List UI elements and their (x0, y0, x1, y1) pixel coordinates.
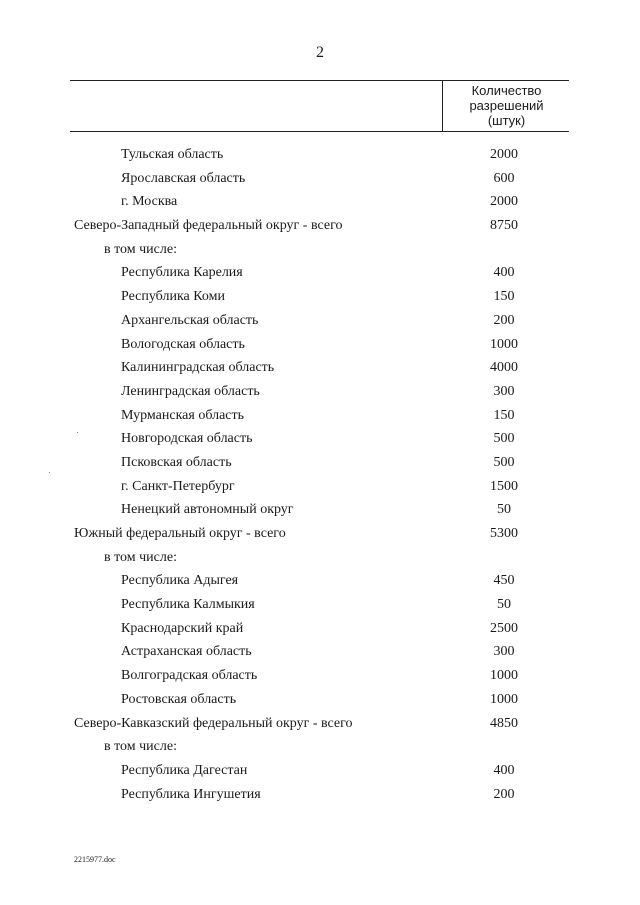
row-quantity: 200 (493, 786, 515, 802)
row-quantity: 4000 (490, 360, 518, 376)
row-name: Краснодарский край (121, 620, 244, 636)
row-quantity: 2000 (490, 147, 518, 162)
district-total-row (0, 522, 640, 546)
row-quantity: 500 (493, 454, 515, 470)
row-quantity: 50 (497, 502, 511, 518)
region-row (0, 380, 640, 404)
region-row (0, 309, 640, 333)
column-divider (442, 80, 443, 131)
row-name: Калининградская область (121, 360, 275, 376)
region-row (0, 664, 640, 688)
column-header-line: разрешений (469, 98, 544, 113)
row-quantity: 400 (493, 762, 515, 778)
region-row (0, 285, 640, 309)
region-row (0, 759, 640, 783)
table-header-bottom-rule (70, 131, 569, 132)
row-quantity: 600 (493, 170, 515, 186)
region-row (0, 617, 640, 641)
region-row (0, 688, 640, 712)
region-row (0, 190, 640, 214)
row-name: Республика Калмыкия (121, 597, 255, 613)
row-name: Тульская область (121, 147, 224, 162)
row-quantity: 2000 (490, 194, 518, 210)
row-quantity: 1500 (490, 478, 518, 494)
row-name: Республика Карелия (121, 265, 243, 281)
row-name: Астраханская область (121, 644, 252, 660)
row-quantity: 300 (493, 383, 515, 399)
row-name: Республика Дагестан (121, 762, 248, 778)
subheading-row (0, 735, 640, 759)
region-row (0, 356, 640, 380)
row-quantity: 4850 (490, 715, 518, 731)
district-total-row (0, 214, 640, 238)
quantity-column-header (444, 83, 569, 128)
row-quantity: 150 (493, 289, 515, 305)
row-name: Ростовская область (121, 691, 237, 707)
region-row (0, 640, 640, 664)
row-quantity: 150 (493, 407, 515, 423)
scan-speck (49, 472, 50, 473)
subheading-row (0, 238, 640, 262)
subheading-row (0, 546, 640, 570)
row-name: Вологодская область (121, 336, 245, 352)
row-quantity: 1000 (490, 668, 518, 684)
region-row (0, 498, 640, 522)
region-row (0, 427, 640, 451)
row-name: Волгоградская область (121, 668, 258, 684)
region-row (0, 593, 640, 617)
row-name: Псковская область (121, 454, 232, 470)
row-name: Мурманская область (121, 407, 245, 423)
table-top-rule (70, 80, 569, 81)
row-name: Ленинградская область (121, 383, 260, 399)
row-quantity: 1000 (490, 691, 518, 707)
row-quantity: 400 (493, 265, 515, 281)
row-name: г. Москва (121, 194, 178, 210)
row-quantity: 1000 (490, 336, 518, 352)
region-row (0, 143, 640, 167)
row-name: Южный федеральный округ - всего (74, 526, 286, 541)
row-quantity: 300 (493, 644, 515, 660)
region-row (0, 404, 640, 428)
scan-speck (77, 432, 78, 433)
page-number: 2 (316, 44, 324, 61)
row-name: Республика Коми (121, 289, 225, 305)
row-name: Новгородская область (121, 431, 253, 447)
row-quantity: 8750 (490, 218, 518, 234)
region-row (0, 475, 640, 499)
row-name: Северо-Западный федеральный округ - всего (74, 218, 343, 234)
row-name: в том числе: (104, 549, 177, 565)
row-quantity: 5300 (490, 526, 518, 541)
region-row (0, 783, 640, 807)
region-row (0, 261, 640, 285)
row-name: в том числе: (104, 241, 177, 257)
district-total-row (0, 712, 640, 736)
region-row (0, 333, 640, 357)
row-name: г. Санкт-Петербург (121, 478, 235, 494)
row-name: Ярославская область (121, 170, 246, 186)
row-quantity: 500 (493, 431, 515, 447)
column-header-line: (штук) (487, 113, 526, 128)
document-file-code: 2215977.doc (74, 855, 116, 864)
row-quantity: 450 (493, 573, 515, 589)
permits-table-body (0, 143, 640, 806)
row-name: Архангельская область (121, 312, 259, 328)
row-name: Ненецкий автономный округ (121, 502, 294, 518)
region-row (0, 569, 640, 593)
row-name: Республика Адыгея (121, 573, 239, 589)
row-quantity: 2500 (490, 620, 518, 636)
row-quantity: 50 (497, 597, 511, 613)
row-quantity: 200 (493, 312, 515, 328)
row-name: в том числе: (104, 739, 177, 755)
row-name: Северо-Кавказский федеральный округ - всего (74, 715, 353, 731)
region-row (0, 451, 640, 475)
column-header-line: Количество (471, 83, 542, 98)
region-row (0, 167, 640, 191)
row-name: Республика Ингушетия (121, 786, 261, 802)
